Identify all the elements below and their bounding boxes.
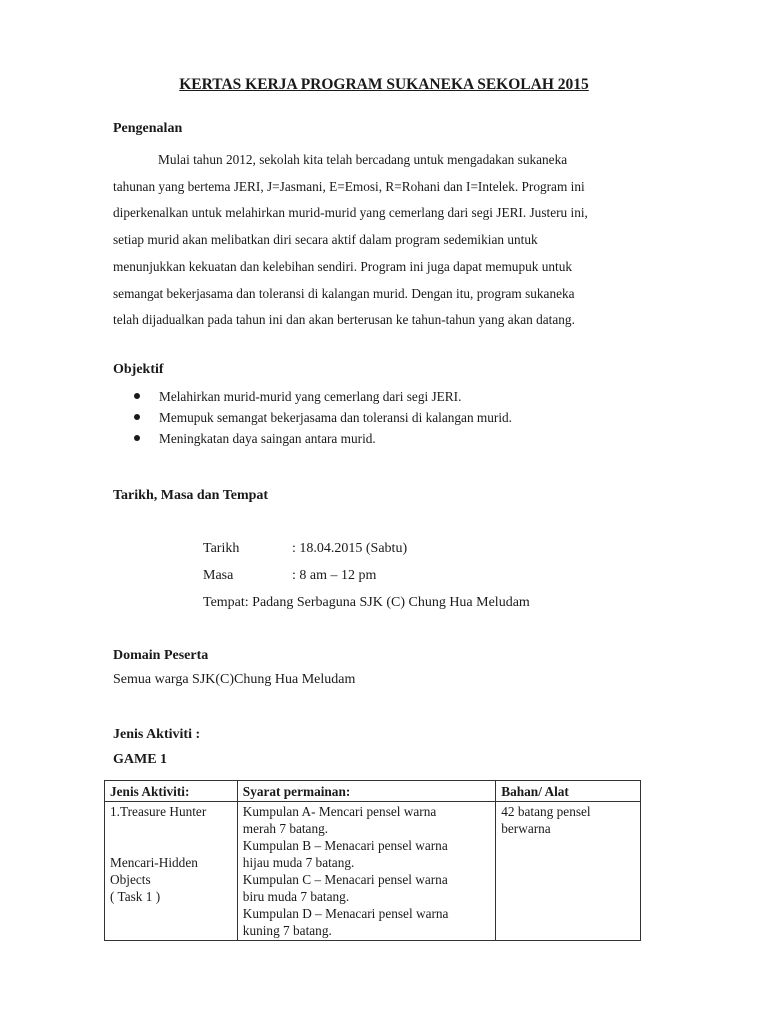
domain-text: Semua warga SJK(C)Chung Hua Meludam	[113, 672, 356, 687]
time-label: Masa	[203, 568, 234, 583]
schedule-date-row	[203, 537, 530, 564]
materials-line: berwarna	[501, 821, 551, 836]
para-line: tahunan yang bertema JERI, J=Jasmani, E=Emosi, R=Rohani dan I=Intelek. Program ini	[113, 178, 585, 194]
bullet-icon	[134, 393, 140, 399]
activity-desc: ( Task 1 )	[110, 889, 161, 904]
activity-name: 1.Treasure Hunter	[110, 804, 207, 819]
table-header-materials: Bahan/ Alat	[496, 781, 641, 802]
para-line: diperkenalkan untuk melahirkan murid-murid yang cemerlang dari segi JERI. Justeru ini,	[113, 205, 588, 221]
para-line: menunjukkan kekuatan dan kelebihan sendiri. Program ini juga dapat memupuk untuk	[113, 258, 573, 274]
date-label: Tarikh	[203, 541, 240, 556]
rules-cell	[237, 802, 495, 941]
materials-cell	[496, 802, 641, 941]
table-header-row	[105, 781, 641, 802]
rule-line: Kumpulan C – Menacari pensel warna	[242, 872, 448, 887]
list-item: Meningkatan daya saingan antara murid.	[113, 428, 512, 449]
schedule-time-row	[203, 564, 530, 591]
table-row	[105, 802, 641, 941]
heading-objektif: Objektif	[113, 362, 164, 377]
game-label: GAME 1	[113, 752, 168, 767]
list-item: Memupuk semangat bekerjasama dan toleransi di kalangan murid.	[113, 407, 512, 428]
schedule-place-row	[203, 591, 530, 618]
para-line: semangat bekerjasama dan toleransi di kalangan murid. Dengan itu, program sukaneka	[113, 285, 575, 301]
activity-desc: Objects	[110, 872, 151, 887]
para-line: setiap murid akan melibatkan diri secara aktif dalam program sedemikian untuk	[113, 232, 538, 248]
table-header-activity: Jenis Aktiviti:	[105, 781, 238, 802]
bullet-icon	[134, 414, 140, 420]
rule-line: Kumpulan D – Menacari pensel warna	[242, 906, 449, 921]
date-value: : 18.04.2015 (Sabtu)	[292, 541, 408, 556]
rule-line: Kumpulan B – Menacari pensel warna	[242, 838, 448, 853]
rule-line: merah 7 batang.	[242, 821, 329, 836]
heading-pengenalan: Pengenalan	[113, 121, 183, 136]
objective-list	[113, 386, 512, 449]
heading-tarikh: Tarikh, Masa dan Tempat	[113, 488, 269, 503]
activity-desc: Mencari-Hidden	[110, 855, 198, 870]
table-header-rules: Syarat permainan:	[237, 781, 495, 802]
rule-line: hijau muda 7 batang.	[242, 855, 355, 870]
rule-line: kuning 7 batang.	[242, 923, 332, 938]
place-line: Tempat: Padang Serbaguna SJK (C) Chung Hua Meludam	[203, 595, 530, 610]
para-line: Mulai tahun 2012, sekolah kita telah bercadang untuk mengadakan sukaneka	[158, 152, 568, 167]
time-value: : 8 am – 12 pm	[292, 568, 377, 583]
activity-table	[104, 780, 641, 941]
document-title: KERTAS KERJA PROGRAM SUKANEKA SEKOLAH 2015	[179, 76, 589, 93]
heading-domain: Domain Peserta	[113, 648, 209, 663]
bullet-icon	[134, 435, 140, 441]
rule-line: Kumpulan A- Mencari pensel warna	[242, 804, 437, 819]
heading-jenis-aktiviti: Jenis Aktiviti :	[113, 727, 201, 742]
schedule-block	[203, 537, 530, 618]
activity-cell	[105, 802, 238, 941]
list-item: Melahirkan murid-murid yang cemerlang dari segi JERI.	[113, 386, 512, 407]
para-line: telah dijadualkan pada tahun ini dan akan berterusan ke tahun-tahun yang akan datang.	[113, 312, 575, 328]
paragraph-pengenalan	[113, 147, 673, 334]
rule-line: biru muda 7 batang.	[242, 889, 350, 904]
materials-line: 42 batang pensel	[501, 804, 591, 819]
